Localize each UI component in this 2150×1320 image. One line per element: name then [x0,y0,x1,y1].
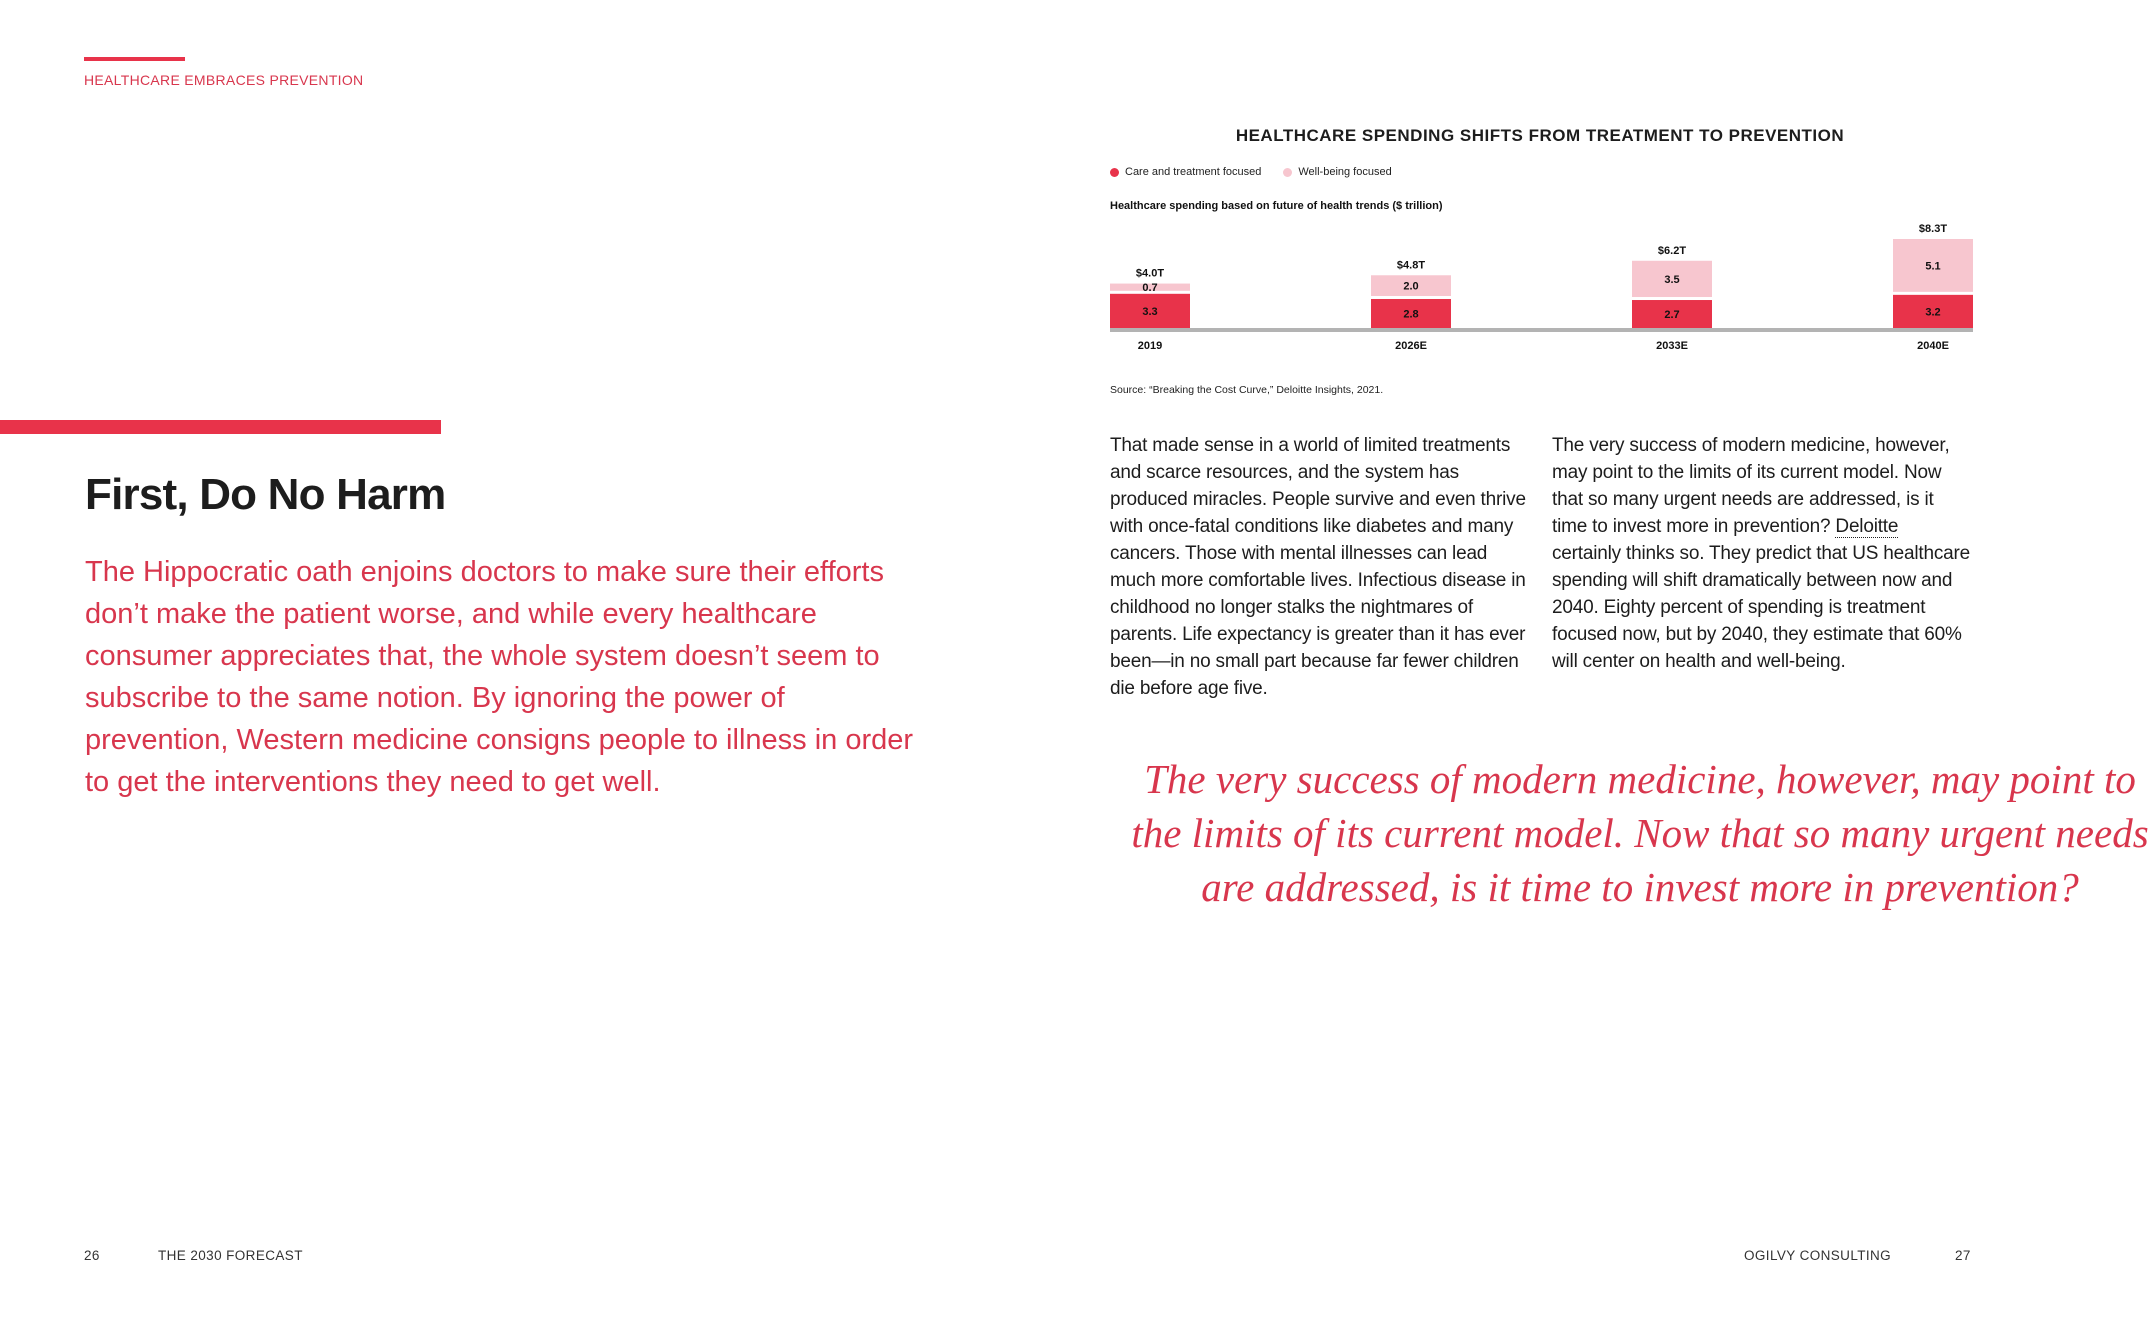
label-care-2040E: 3.2 [1925,306,1941,319]
total-label-2033E: $6.2T [1657,244,1687,257]
section-label: HEALTHCARE EMBRACES PREVENTION [84,72,364,88]
x-tick-2019: 2019 [1137,340,1163,352]
pull-quote: The very success of modern medicine, however, may point to the limits of its current model. Now that so many urgent needs are addressed, is it time to invest more in prevention? [1131,756,2149,910]
label-care-2026E: 2.8 [1403,308,1419,321]
x-axis-line [1110,328,1973,332]
label-wellbeing-2040E: 5.1 [1925,260,1941,273]
publication-title: THE 2030 FORECAST [158,1248,303,1263]
section-accent-rule [84,57,185,61]
lede-paragraph: The Hippocratic oath enjoins doctors to make sure their efforts don’t make the patient worse, and while every healthcare consumer appreciates that, the whole system doesn’t seem to subscribe to the same notion. By ignoring the power of prevention, Western medicine consigns people to illness in order to get the interventions they need to get well. [85,556,914,798]
chart-title: HEALTHCARE SPENDING SHIFTS FROM TREATMENT TO PREVENTION [1235,126,1845,145]
label-wellbeing-2026E: 2.0 [1403,280,1419,293]
body-col2-text-a: The very success of modern medicine, however, may point to the limits of its current model. Now that so many urgent needs are addressed, is it time to invest more in prevention? [1552,435,1950,537]
page-number-left: 26 [84,1248,100,1263]
brand-name: OGILVY CONSULTING [1744,1248,1892,1263]
total-label-2040E: $8.3T [1918,223,1948,235]
x-tick-2040E: 2040E [1917,340,1949,352]
page-title: First, Do No Harm [85,470,446,519]
page-number-right: 27 [1955,1248,1971,1263]
total-label-2026E: $4.8T [1396,259,1426,272]
label-care-2033E: 2.7 [1664,309,1680,322]
total-label-2019: $4.0T [1135,267,1165,280]
x-tick-2026E: 2026E [1395,340,1427,352]
spending-chart [1100,170,2000,370]
body-column-2 [1552,432,1972,675]
label-care-2019: 3.3 [1142,305,1158,318]
chart-subtitle: Healthcare spending based on future of health trends ($ trillion) [1110,200,1443,212]
x-tick-2033E: 2033E [1656,340,1688,352]
title-accent-bar [0,420,441,434]
label-wellbeing-2019: 0.7 [1142,282,1158,295]
label-wellbeing-2033E: 3.5 [1664,273,1680,286]
body-column-1: That made sense in a world of limited treatments and scarce resources, and the system has produced miracles. People survive and even thrive with once-fatal conditions like diabetes and many cancers. Those with mental illnesses can lead much more comfortable lives. Infectious disease in childhood no longer stalks the nightmares of parents. Life expectancy is greater than it has ever been—in no small part because far fewer children die before age five. [1110,435,1526,699]
deloitte-link[interactable]: Deloitte [1835,516,1899,537]
legend-label-care: Care and treatment focused [1125,166,1262,178]
legend-label-wellbeing: Well-being focused [1298,166,1392,178]
body-col2-text-b: certainly thinks so. They predict that US healthcare spending will shift dramatically between now and 2040. Eighty percent of spending is treatment focused now, but by 2040, they estimate that 60% will center on health and well-being. [1552,543,1971,672]
chart-source: Source: “Breaking the Cost Curve,” Deloitte Insights, 2021. [1110,384,1384,396]
